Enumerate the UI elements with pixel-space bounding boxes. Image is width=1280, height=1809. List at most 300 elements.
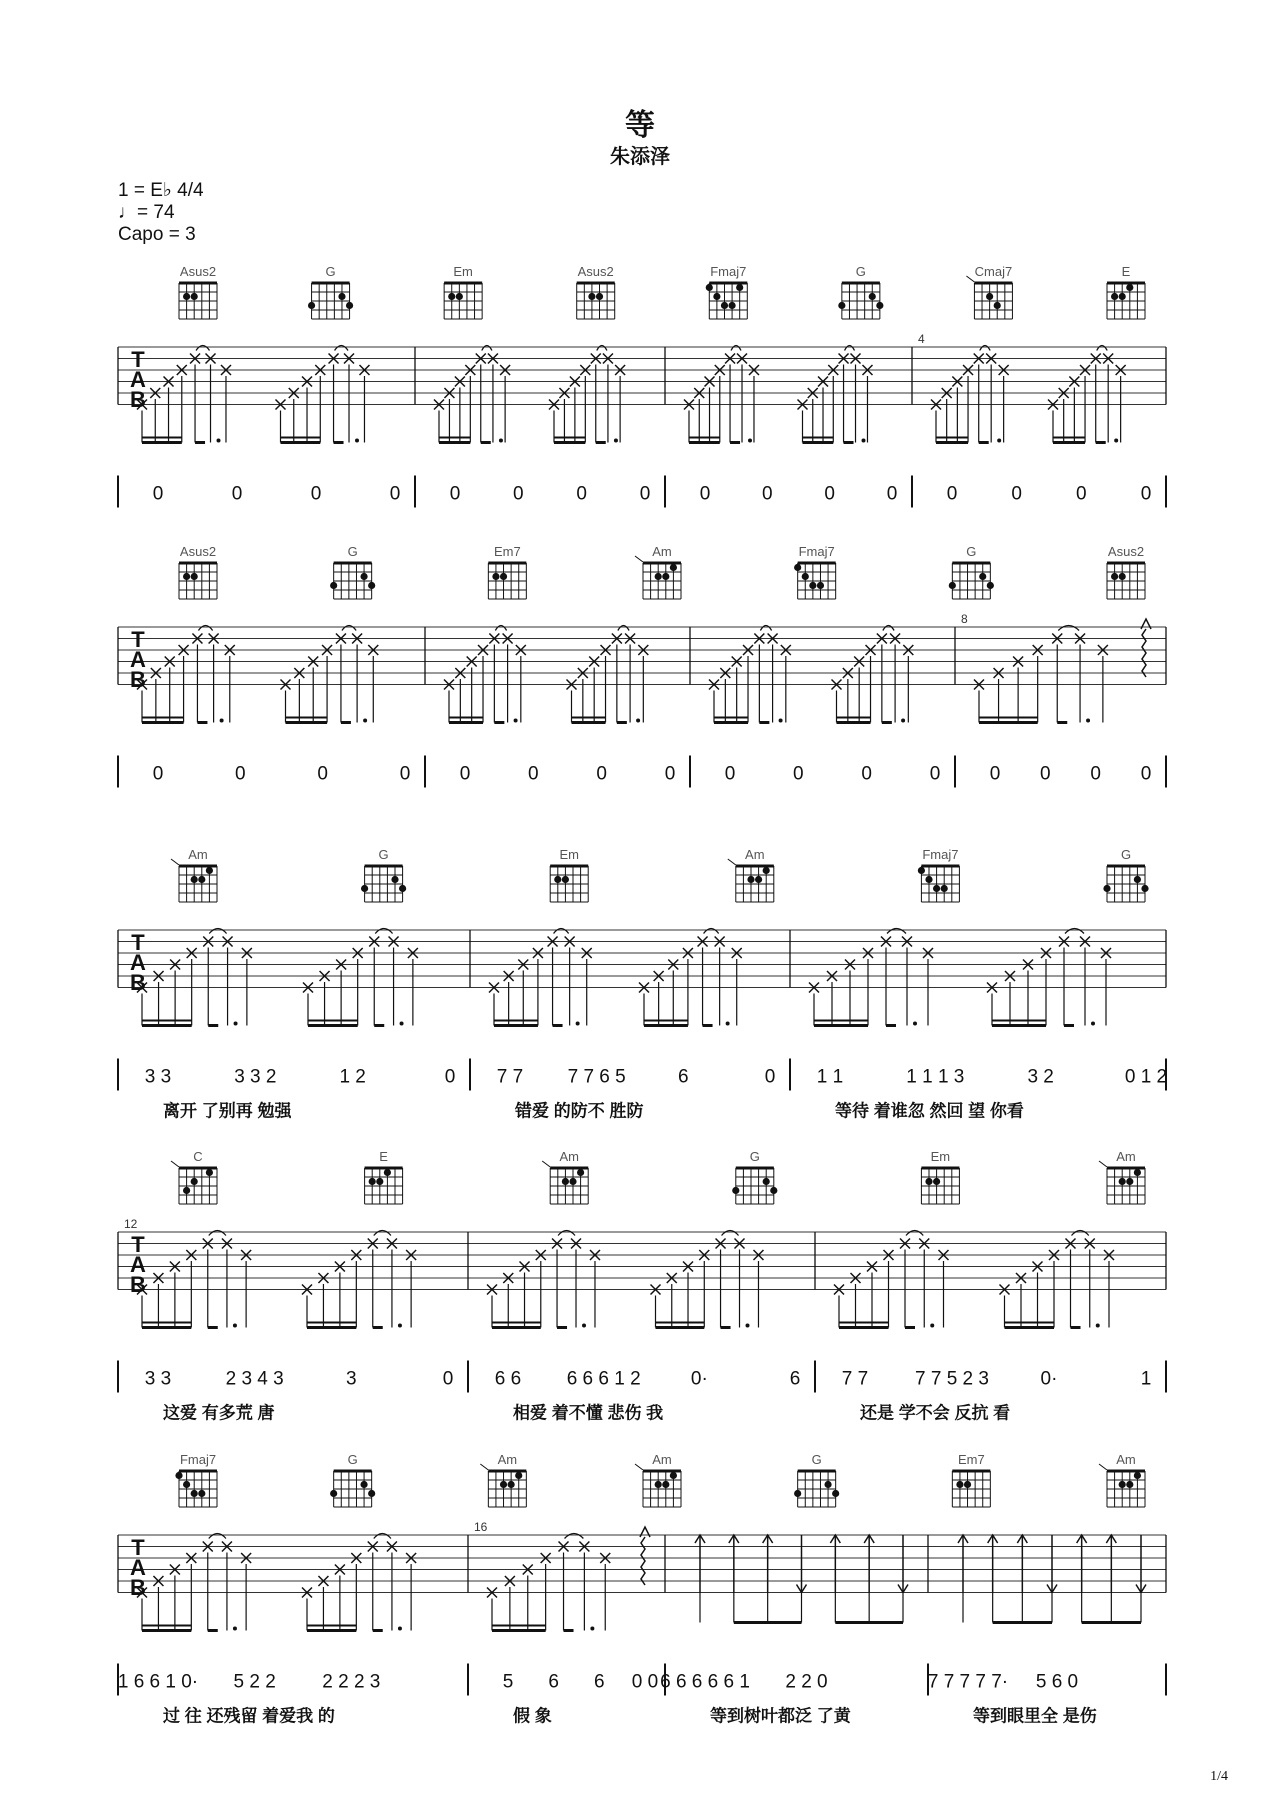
chord-barre-mark (635, 556, 643, 562)
chord-dot (994, 302, 1001, 309)
measure-number: 16 (474, 1520, 488, 1534)
chord-dot (794, 1490, 801, 1497)
chord-dot (925, 1178, 932, 1185)
chord-name: Am (652, 1452, 672, 1467)
numbered-note: 5 2 2 (233, 1671, 276, 1693)
numbered-note: 0 (886, 483, 898, 505)
tab-system (118, 544, 1166, 788)
chord-dot (670, 1472, 677, 1479)
tie (342, 626, 356, 631)
chord-dot (876, 302, 883, 309)
tab-clef-letter: A (130, 1555, 146, 1580)
chord-dot (492, 573, 499, 580)
tie (375, 929, 392, 934)
tie (565, 1534, 584, 1539)
lyric-line: 等待 着谁忽 然回 望 你看 (835, 1101, 1024, 1121)
numbered-note: 6 (789, 1368, 801, 1390)
lyric-line: 离开 了别再 勉强 (163, 1101, 292, 1121)
numbered-note: 0 (513, 483, 524, 505)
tie (335, 346, 348, 351)
dot (233, 1627, 237, 1631)
chord-dot (869, 293, 876, 300)
page-number: 1/4 (1210, 1769, 1228, 1784)
chord-name: Asus2 (179, 544, 217, 559)
chord-dot (369, 1178, 376, 1185)
tie (980, 346, 990, 351)
chord-dot (763, 867, 770, 874)
chord-dot (376, 1178, 383, 1185)
tie (198, 626, 212, 631)
dot (590, 1627, 594, 1631)
dot (499, 439, 503, 443)
numbered-note: 0 (596, 763, 607, 785)
numbered-note: 6 (678, 1066, 689, 1088)
chord-dot (183, 573, 190, 580)
numbered-note: 0 (444, 1066, 456, 1088)
chord-dot (655, 573, 662, 580)
lyric-line: 过 往 还残留 着爱我 的 (163, 1706, 335, 1726)
chord-dot (925, 876, 932, 883)
numbered-note: 0 (442, 1368, 454, 1390)
dot (234, 1022, 238, 1026)
chord-dot (949, 582, 956, 589)
chord-dot (330, 582, 337, 589)
chord-dot (670, 564, 677, 571)
numbered-note: 0 (152, 483, 164, 505)
chord-dot (384, 1169, 391, 1176)
tab-system (118, 847, 1167, 1121)
tie (906, 1231, 923, 1236)
chord-dot (1134, 876, 1141, 883)
chord-dot (191, 876, 198, 883)
lyric-line: 还是 学不会 反抗 看 (860, 1403, 1011, 1423)
dot (400, 1022, 404, 1026)
chord-dot (1119, 293, 1126, 300)
numbered-note: 2 2 2 3 (322, 1671, 381, 1693)
chord-dot (175, 1472, 182, 1479)
numbered-note: 3 3 (144, 1368, 172, 1390)
tie (1097, 346, 1107, 351)
tie (887, 929, 906, 934)
chord-dot (809, 582, 816, 589)
chord-name: Cmaj7 (974, 264, 1013, 279)
chord-name: Fmaj7 (922, 847, 959, 862)
chord-dot (755, 876, 762, 883)
tie (704, 929, 719, 934)
tab-clef-letter: A (130, 950, 146, 975)
chord-dot (191, 1490, 198, 1497)
tab-clef-letter: A (130, 367, 146, 392)
tie (883, 626, 894, 631)
chord-name: G (347, 544, 358, 559)
chord-dot (500, 573, 507, 580)
numbered-note: 0 (1140, 483, 1152, 505)
chord-barre-mark (1099, 1464, 1107, 1470)
chord-dot (1126, 284, 1133, 291)
tempo-marking: ♩= 74 (118, 202, 175, 223)
chord-dot (500, 1481, 507, 1488)
numbered-note: 6 (594, 1671, 605, 1693)
chord-dot (655, 1481, 662, 1488)
dot (913, 1022, 917, 1026)
dot (930, 1324, 934, 1328)
chord-dot (736, 284, 743, 291)
tie (1072, 1231, 1089, 1236)
chord-dot (562, 1178, 569, 1185)
numbered-note: 1 2 (339, 1066, 366, 1088)
tie (731, 346, 741, 351)
numbered-note: 6 6 6 6 6 1 (660, 1671, 750, 1693)
numbered-note: 0 (389, 483, 401, 505)
dot (997, 439, 1001, 443)
tie (618, 626, 629, 631)
tab-clef-letter: A (130, 647, 146, 672)
dot (233, 1324, 237, 1328)
dot (862, 439, 866, 443)
chord-barre-mark (542, 1161, 550, 1167)
numbered-note: 0 (1090, 763, 1101, 785)
chord-name: Asus2 (577, 264, 614, 279)
dot (363, 719, 367, 723)
tab-clef-letter: B (130, 1272, 146, 1297)
chord-dot (1111, 293, 1118, 300)
chord-dot (662, 573, 669, 580)
chord-barre-mark (1099, 1161, 1107, 1167)
numbered-note: 7 7 5 2 3 (915, 1368, 989, 1390)
numbered-note: 0 (235, 763, 246, 785)
chord-name: G (966, 544, 977, 559)
dot (614, 439, 618, 443)
song-title: 等 (625, 108, 655, 143)
dot (746, 1324, 750, 1328)
tab-system (118, 264, 1166, 508)
chord-dot (198, 1490, 205, 1497)
chord-name: G (325, 264, 336, 279)
chord-name: Am (1116, 1452, 1136, 1467)
chord-dot (338, 293, 345, 300)
dot (514, 719, 518, 723)
key-signature: 1 = E♭ 4/4 (118, 180, 204, 201)
tie (209, 1231, 226, 1236)
chord-dot (368, 1490, 375, 1497)
chord-dot (987, 582, 994, 589)
tie (196, 346, 209, 351)
chord-name: Em7 (957, 1452, 985, 1467)
tie (374, 1231, 391, 1236)
chord-barre-mark (728, 859, 736, 865)
dot (779, 719, 783, 723)
arpeggio (641, 1537, 645, 1585)
numbered-note: 0 (152, 763, 164, 785)
chord-dot (391, 876, 398, 883)
chord-name: Fmaj7 (710, 264, 747, 279)
lyric-line: 等到眼里全 是伤 (973, 1706, 1097, 1726)
dot (1096, 1324, 1100, 1328)
chord-dot (191, 1178, 198, 1185)
chord-dot (941, 885, 948, 892)
chord-name: Em (930, 1149, 951, 1164)
chord-dot (918, 867, 925, 874)
numbered-note: 0 (459, 763, 471, 785)
numbered-note: 0· (1040, 1368, 1058, 1390)
tab-clef-letter: T (131, 627, 145, 652)
dot (636, 719, 640, 723)
numbered-note: 0 (639, 483, 651, 505)
chord-dot (956, 1481, 963, 1488)
tie (558, 1231, 575, 1236)
tie (482, 346, 492, 351)
chord-name: G (1120, 847, 1132, 862)
numbered-note: 0 (762, 483, 773, 505)
chord-dot (832, 1490, 839, 1497)
chord-dot (191, 573, 198, 580)
numbered-note: 0 (861, 763, 872, 785)
dot (1114, 439, 1118, 443)
chord-name: Asus2 (1107, 544, 1145, 559)
numbered-note: 1 1 (816, 1066, 844, 1088)
chord-dot (1141, 885, 1148, 892)
lyric-line: 等到树叶都泛 了黄 (710, 1706, 851, 1726)
dot (355, 439, 359, 443)
chord-dot (448, 293, 455, 300)
dot (726, 1022, 730, 1026)
numbered-note: 0 (946, 483, 958, 505)
numbered-note: 0 (824, 483, 835, 505)
numbered-note: 0 1 2 (1124, 1066, 1168, 1088)
chord-dot (732, 1187, 739, 1194)
chord-dot (824, 1481, 831, 1488)
chord-dot (456, 293, 463, 300)
numbered-note: 0 (310, 483, 322, 505)
chord-dot (728, 302, 735, 309)
tab-clef-letter: T (131, 347, 145, 372)
chord-dot (206, 1169, 213, 1176)
chord-barre-mark (635, 1464, 643, 1470)
lyric-line: 错爱 的防不 胜防 (515, 1101, 644, 1121)
chord-dot (964, 1481, 971, 1488)
numbered-note: 5 6 0 (1035, 1671, 1079, 1693)
chord-name: E (379, 1149, 388, 1164)
tie (554, 929, 569, 934)
numbered-note: 0· (690, 1368, 708, 1390)
chord-dot (662, 1481, 669, 1488)
numbered-note: 0 (1076, 483, 1087, 505)
numbered-note: 1 6 6 1 0· (117, 1671, 199, 1693)
tie (722, 1231, 739, 1236)
chord-name: G (855, 264, 866, 279)
chord-name: G (811, 1452, 822, 1467)
tab-clef-letter: B (130, 970, 146, 995)
song-artist: 朱添泽 (610, 144, 670, 168)
chord-dot (330, 1490, 337, 1497)
lyric-line: 这爱 有多荒 唐 (163, 1403, 275, 1423)
chord-name: Am (559, 1149, 579, 1164)
chord-name: Fmaj7 (798, 544, 835, 559)
chord-dot (346, 302, 353, 309)
numbered-note: 7 7 (496, 1066, 524, 1088)
numbered-note: 0 (399, 763, 411, 785)
lyric-line: 相爱 着不懂 悲伤 我 (513, 1403, 664, 1423)
numbered-note: 0 (929, 763, 941, 785)
chord-dot (1119, 573, 1126, 580)
chord-name: Em (453, 264, 473, 279)
chord-dot (183, 1481, 190, 1488)
dot (748, 439, 752, 443)
chord-name: Fmaj7 (179, 1452, 217, 1467)
chord-dot (508, 1481, 515, 1488)
chord-name: G (378, 847, 389, 862)
chord-dot (569, 1178, 576, 1185)
chord-barre-mark (966, 276, 974, 282)
chord-dot (1126, 1481, 1133, 1488)
numbered-note: 0 (989, 763, 1001, 785)
chord-name: Asus2 (179, 264, 217, 279)
chord-dot (721, 302, 728, 309)
chord-barre-mark (171, 859, 179, 865)
dot (398, 1324, 402, 1328)
chord-dot (986, 293, 993, 300)
numbered-note: 0 (576, 483, 587, 505)
chord-dot (933, 885, 940, 892)
numbered-note: 0 (449, 483, 461, 505)
chord-dot (838, 302, 845, 309)
chord-name: G (749, 1149, 760, 1164)
tab-system (118, 1149, 1166, 1423)
numbered-note: 3 (346, 1368, 357, 1390)
chord-dot (706, 284, 713, 291)
chord-dot (577, 1169, 584, 1176)
chord-dot (1126, 1178, 1133, 1185)
numbered-note: 0 (1040, 763, 1051, 785)
tab-clef-letter: B (130, 1575, 146, 1600)
tie (597, 346, 607, 351)
numbered-note: 6 6 6 1 2 (566, 1368, 641, 1390)
chord-dot (763, 1178, 770, 1185)
tie (845, 346, 855, 351)
chord-dot (198, 876, 205, 883)
chord-name: Am (188, 847, 208, 862)
numbered-note: 7 7 7 7 7· (927, 1671, 1009, 1693)
chord-dot (368, 582, 375, 589)
chord-dot (562, 876, 569, 883)
numbered-note: 0 (1140, 763, 1152, 785)
chord-dot (588, 293, 595, 300)
chord-dot (770, 1187, 777, 1194)
tab-clef-letter: B (130, 387, 146, 412)
tie (209, 1534, 226, 1539)
numbered-note: 3 3 2 (234, 1066, 277, 1088)
chord-dot (360, 1481, 367, 1488)
chord-dot (979, 573, 986, 580)
numbered-note: 7 7 6 5 (567, 1066, 626, 1088)
chord-name: Em (559, 847, 579, 862)
dot (1091, 1022, 1095, 1026)
chord-dot (191, 293, 198, 300)
numbered-note: 0 (724, 763, 736, 785)
chord-name: G (347, 1452, 358, 1467)
tab-clef-letter: B (130, 667, 146, 692)
chord-dot (713, 293, 720, 300)
tie (760, 626, 771, 631)
numbered-note: 3 3 (144, 1066, 172, 1088)
chord-dot (183, 1187, 190, 1194)
tab-clef-letter: T (131, 1232, 145, 1257)
chord-dot (747, 876, 754, 883)
chord-dot (554, 876, 561, 883)
chord-dot (794, 564, 801, 571)
numbered-note: 3 2 (1027, 1066, 1054, 1088)
dot (217, 439, 221, 443)
tie (1065, 929, 1084, 934)
chord-dot (361, 885, 368, 892)
dot (220, 719, 224, 723)
measure-number: 4 (918, 332, 925, 346)
chord-dot (1119, 1481, 1126, 1488)
numbered-note: 1 (1140, 1368, 1152, 1390)
lyric-line: 假 象 (513, 1706, 552, 1726)
chord-dot (183, 293, 190, 300)
numbered-note: 5 (502, 1671, 514, 1693)
tie (495, 626, 506, 631)
chord-name: Am (497, 1452, 518, 1467)
chord-dot (817, 582, 824, 589)
chord-dot (1119, 1178, 1126, 1185)
chord-name: Am (1116, 1149, 1136, 1164)
tab-clef-letter: A (130, 1252, 146, 1277)
numbered-note: 0 (764, 1066, 776, 1088)
tab-clef-letter: T (131, 930, 145, 955)
chord-dot (596, 293, 603, 300)
measure-number: 8 (961, 612, 968, 626)
chord-dot (933, 1178, 940, 1185)
dot (1086, 719, 1090, 723)
chord-dot (206, 867, 213, 874)
numbered-note: 0 0 (631, 1671, 659, 1693)
arpeggio (1142, 629, 1146, 677)
chord-dot (1134, 1472, 1141, 1479)
numbered-note: 0 (1011, 483, 1022, 505)
numbered-note: 2 2 0 (785, 1671, 828, 1693)
capo-marking: Capo = 3 (118, 224, 196, 245)
tie (374, 1534, 391, 1539)
chord-barre-mark (480, 1464, 488, 1470)
numbered-note: 6 (548, 1671, 559, 1693)
numbered-note: 7 7 (841, 1368, 869, 1390)
dot (582, 1324, 586, 1328)
chord-dot (1103, 885, 1110, 892)
dot (398, 1627, 402, 1631)
numbered-note: 0 (793, 763, 804, 785)
numbered-note: 1 1 1 3 (906, 1066, 965, 1088)
numbered-note: 0 (664, 763, 676, 785)
chord-barre-mark (171, 1161, 179, 1167)
chord-name: Am (745, 847, 765, 862)
numbered-note: 6 6 (494, 1368, 522, 1390)
numbered-note: 0 (699, 483, 711, 505)
numbered-note: 0 (317, 763, 328, 785)
dot (901, 719, 905, 723)
chord-dot (1134, 1169, 1141, 1176)
chord-name: C (193, 1149, 203, 1164)
numbered-note: 2 3 4 3 (225, 1368, 284, 1390)
chord-dot (360, 573, 367, 580)
chord-dot (399, 885, 406, 892)
chord-name: E (1121, 264, 1131, 279)
tab-system (118, 1452, 1166, 1726)
chord-name: Em7 (493, 544, 521, 559)
tie (209, 929, 226, 934)
tie (1058, 626, 1079, 631)
